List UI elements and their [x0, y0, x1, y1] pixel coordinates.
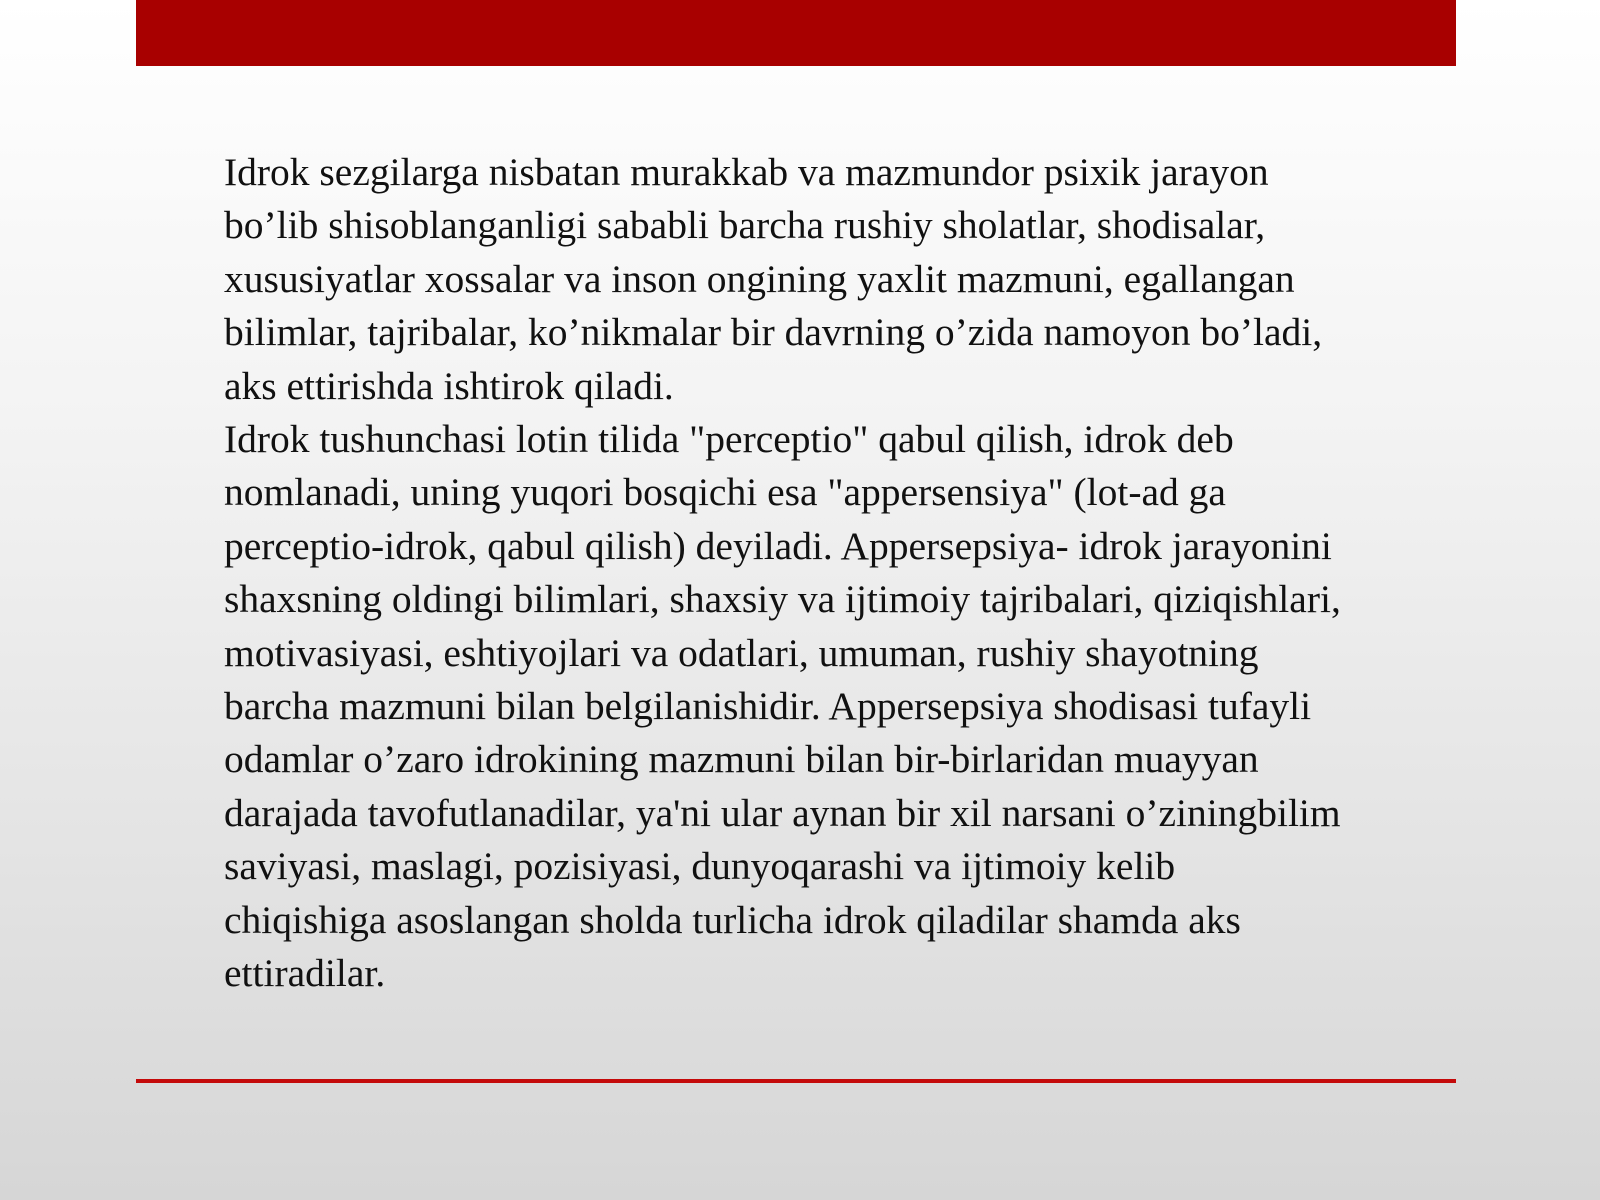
text-line: nomlanadi, uning yuqori bosqichi esa "appersensiya" (lot-ad ga [224, 470, 1226, 515]
text-line: ettiradilar. [224, 951, 386, 996]
text-line: bilimlar, tajribalar, ko’nikmalar bir davrning o’zida namoyon bo’ladi, [224, 310, 1323, 355]
paragraph-idrok-definition [224, 146, 1494, 413]
header-accent-bar [136, 0, 1456, 66]
text-line: perceptio-idrok, qabul qilish) deyiladi. Appersepsiya- idrok jarayonini [224, 523, 1332, 568]
text-line: Idrok sezgilarga nisbatan murakkab va mazmundor psixik jarayon [224, 150, 1269, 194]
slide-body-text [224, 146, 1494, 1001]
text-line: xususiyatlar xossalar va inson ongining yaxlit mazmuni, egallangan [224, 256, 1295, 301]
text-line: bo’lib shisoblanganligi sababli barcha rushiy sholatlar, shodisalar, [224, 203, 1266, 248]
text-line: chiqishiga asoslangan sholda turlicha idrok qiladilar shamda aks [224, 897, 1241, 942]
text-line: darajada tavofutlanadilar, ya'ni ular aynan bir xil narsani o’ziningbilim [224, 790, 1341, 835]
text-line: Idrok tushunchasi lotin tilida "perceptio" qabul qilish, idrok deb [224, 417, 1234, 462]
text-line: aks ettirishda ishtirok qiladi. [224, 363, 674, 408]
footer-divider-line [136, 1079, 1456, 1083]
text-line: motivasiyasi, eshtiyojlari va odatlari, umuman, rushiy shayotning [224, 630, 1259, 675]
text-line: barcha mazmuni bilan belgilanishidir. Appersepsiya shodisasi tufayli [224, 684, 1312, 729]
text-line: shaxsning oldingi bilimlari, shaxsiy va ijtimoiy tajribalari, qiziqishlari, [224, 577, 1341, 622]
paragraph-apperception [224, 413, 1494, 1000]
text-line: saviyasi, maslagi, pozisiyasi, dunyoqarashi va ijtimoiy kelib [224, 844, 1176, 889]
text-line: odamlar o’zaro idrokining mazmuni bilan bir-birlaridan muayyan [224, 737, 1259, 782]
